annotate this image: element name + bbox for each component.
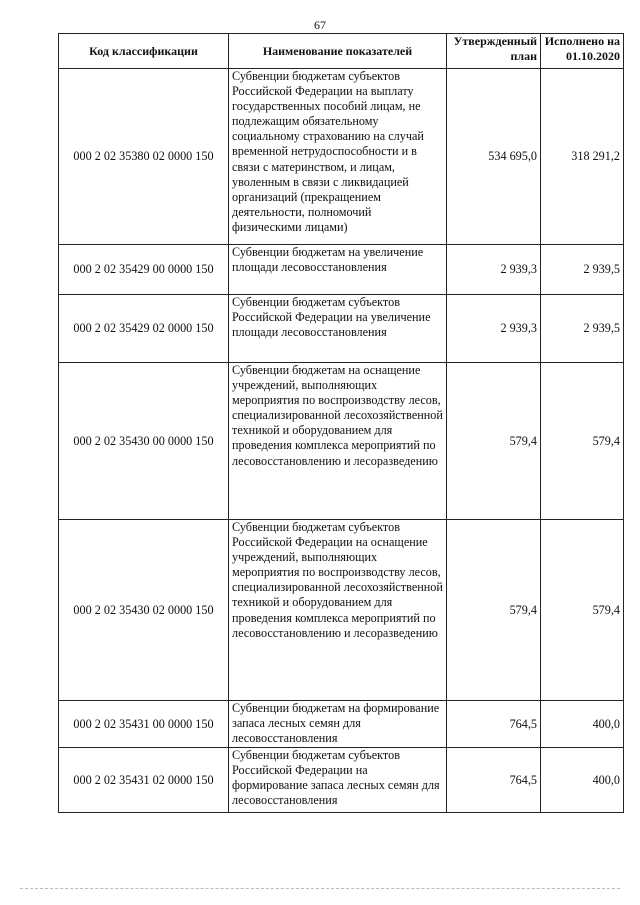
row-plan: 534 695,0 <box>447 69 541 245</box>
row-plan: 764,5 <box>447 701 541 748</box>
table-row <box>59 295 624 363</box>
budget-table <box>58 33 624 813</box>
table-row <box>59 701 624 748</box>
row-plan: 579,4 <box>447 520 541 701</box>
row-plan: 2 939,3 <box>447 245 541 295</box>
row-name: Субвенции бюджетам субъектов Российской Федерации на оснащение учреждений, выполняющих мероприятия по воспроизводству лесов, специализированной лесохозяйственной техникой и оборудованием для проведения комплекса мероприятий по лесовосстановлению и лесоразведению <box>229 520 447 701</box>
row-code: 000 2 02 35430 02 0000 150 <box>59 520 229 701</box>
row-name: Субвенции бюджетам на увеличение площади лесовосстановления <box>229 245 447 295</box>
table-row <box>59 69 624 245</box>
row-code: 000 2 02 35430 00 0000 150 <box>59 363 229 520</box>
row-plan: 764,5 <box>447 748 541 813</box>
row-name: Субвенции бюджетам на оснащение учреждений, выполняющих мероприятия по воспроизводству лесов, специализированной лесохозяйственной техникой и оборудованием для проведения комплекса мероприятий по лесовосстановлению и лесоразведению <box>229 363 447 520</box>
row-done: 2 939,5 <box>541 295 624 363</box>
row-name: Субвенции бюджетам субъектов Российской Федерации на формирование запаса лесных семян для лесовосстановления <box>229 748 447 813</box>
table-row <box>59 363 624 520</box>
row-done: 579,4 <box>541 363 624 520</box>
row-name: Субвенции бюджетам на формирование запаса лесных семян для лесовосстановления <box>229 701 447 748</box>
row-name: Субвенции бюджетам субъектов Российской Федерации на выплату государственных пособий лицам, не подлежащим обязательному социальному страхованию на случай временной нетрудоспособности и в связи с материнством, и лицам, уволенным в связи с ликвидацией организаций (прекращением деятельности, полномочий физическими лицами) <box>229 69 447 245</box>
table-row <box>59 520 624 701</box>
row-code: 000 2 02 35431 00 0000 150 <box>59 701 229 748</box>
row-code: 000 2 02 35380 02 0000 150 <box>59 69 229 245</box>
row-done: 400,0 <box>541 748 624 813</box>
scan-edge-divider <box>20 888 620 891</box>
header-plan: Утвержденный план <box>447 34 541 69</box>
row-plan: 579,4 <box>447 363 541 520</box>
row-code: 000 2 02 35429 02 0000 150 <box>59 295 229 363</box>
page-number: 67 <box>314 18 326 32</box>
row-code: 000 2 02 35429 00 0000 150 <box>59 245 229 295</box>
row-plan: 2 939,3 <box>447 295 541 363</box>
header-name: Наименование показателей <box>229 34 447 69</box>
row-done: 318 291,2 <box>541 69 624 245</box>
table-row <box>59 245 624 295</box>
table-header-row <box>59 34 624 69</box>
row-code: 000 2 02 35431 02 0000 150 <box>59 748 229 813</box>
row-done: 2 939,5 <box>541 245 624 295</box>
header-done: Исполнено на 01.10.2020 <box>541 34 624 69</box>
row-name: Субвенции бюджетам субъектов Российской Федерации на увеличение площади лесовосстановления <box>229 295 447 363</box>
row-done: 400,0 <box>541 701 624 748</box>
table-row <box>59 748 624 813</box>
row-done: 579,4 <box>541 520 624 701</box>
header-code: Код классификации <box>59 34 229 69</box>
